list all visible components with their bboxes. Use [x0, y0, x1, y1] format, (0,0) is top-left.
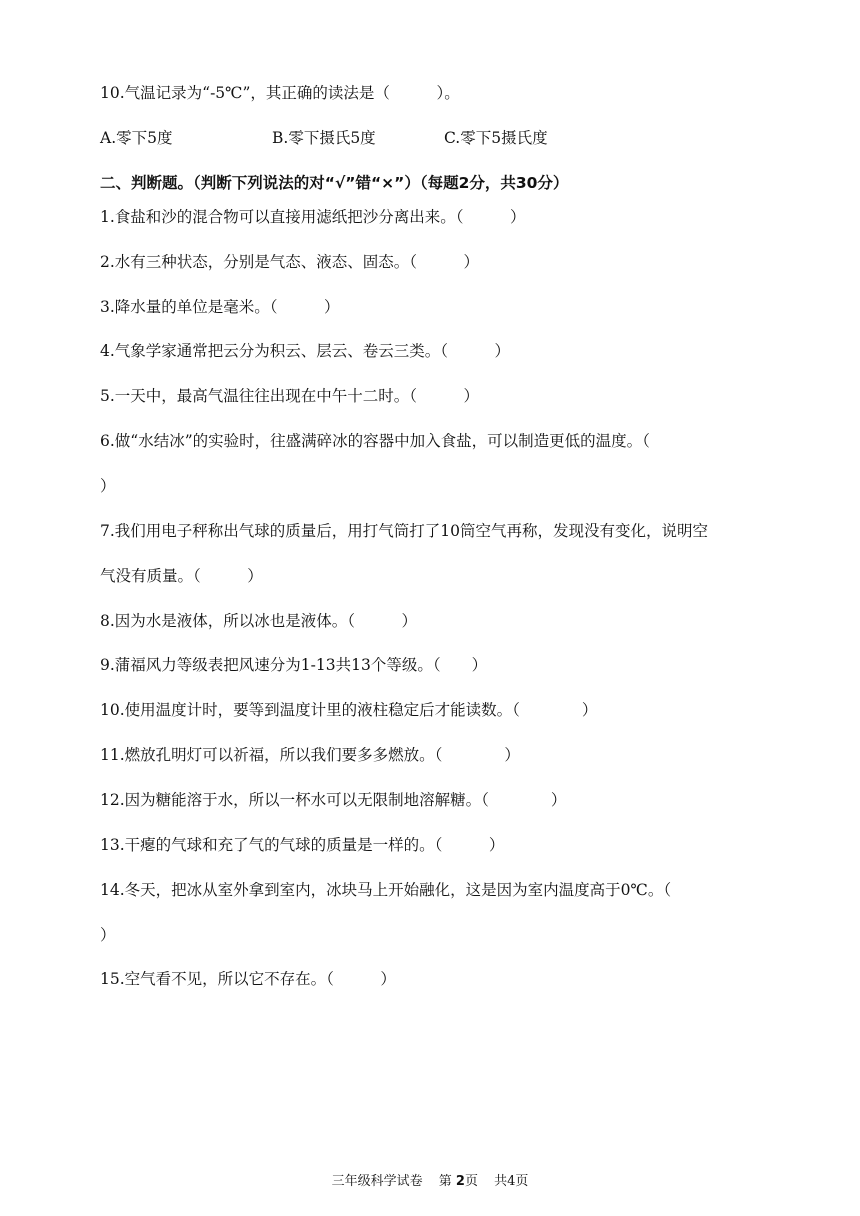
- tf-item-7: 7.我们用电子秤称出气球的质量后，用打气筒打了10筒空气再称，发现没有变化，说明空: [100, 522, 709, 540]
- tf-item-3: 3.降水量的单位是毫米。（ ）: [100, 298, 340, 316]
- tf-item-10: 10.使用温度计时，要等到温度计里的液柱稳定后才能读数。（ ）: [100, 701, 598, 719]
- question-10-options: [100, 131, 616, 147]
- tf-item-2: 2.水有三种状态，分别是气态、液态、固态。（ ）: [100, 253, 480, 271]
- tf-item-14: 14.冬天，把冰从室外拿到室内，冰块马上开始融化，这是因为室内温度高于0℃。（: [100, 881, 672, 899]
- tf-item-6-continued: ）: [100, 477, 116, 495]
- tf-item-7-continued: 气没有质量。（ ）: [100, 567, 263, 585]
- page-footer: [0, 1170, 860, 1189]
- question-10-stem: 10.气温记录为“-5℃”，其正确的读法是（ ）。: [100, 84, 460, 102]
- option-a: A.零下5度: [100, 129, 173, 147]
- tf-item-12: 12.因为糖能溶于水，所以一杯水可以无限制地溶解糖。（ ）: [100, 791, 567, 809]
- tf-item-8: 8.因为水是液体，所以冰也是液体。（ ）: [100, 612, 418, 630]
- tf-item-13: 13.干瘪的气球和充了气的气球的质量是一样的。（ ）: [100, 836, 505, 854]
- footer-page-number: 2: [455, 1174, 465, 1189]
- tf-item-1: 1.食盐和沙的混合物可以直接用滤纸把沙分离出来。（ ）: [100, 208, 526, 226]
- tf-item-15: 15.空气看不见，所以它不存在。（ ）: [100, 970, 396, 988]
- tf-item-9: 9.蒲福风力等级表把风速分为1-13共13个等级。（ ）: [100, 656, 488, 674]
- tf-item-4: 4.气象学家通常把云分为积云、层云、卷云三类。（ ）: [100, 342, 511, 360]
- tf-item-5: 5.一天中，最高气温往往出现在中午十二时。（ ）: [100, 387, 480, 405]
- tf-item-11: 11.燃放孔明灯可以祈福，所以我们要多多燃放。（ ）: [100, 746, 520, 764]
- footer-page-indicator: [439, 1174, 478, 1189]
- footer-page-prefix: 第: [438, 1174, 452, 1189]
- option-b: B.零下摄氏5度: [272, 129, 376, 147]
- footer-total-pages: 共4页: [494, 1174, 529, 1189]
- tf-item-6: 6.做“水结冰”的实验时，往盛满碎冰的容器中加入食盐，可以制造更低的温度。（: [100, 432, 650, 450]
- section-2-heading: 二、判断题。（判断下列说法的对“√”错“×”）（每题2分，共30分）: [100, 174, 569, 192]
- footer-subject: 三年级科学试卷: [331, 1174, 423, 1189]
- tf-item-14-continued: ）: [100, 926, 116, 944]
- option-c: C.零下5摄氏度: [444, 129, 548, 147]
- footer-page-suffix: 页: [464, 1174, 478, 1189]
